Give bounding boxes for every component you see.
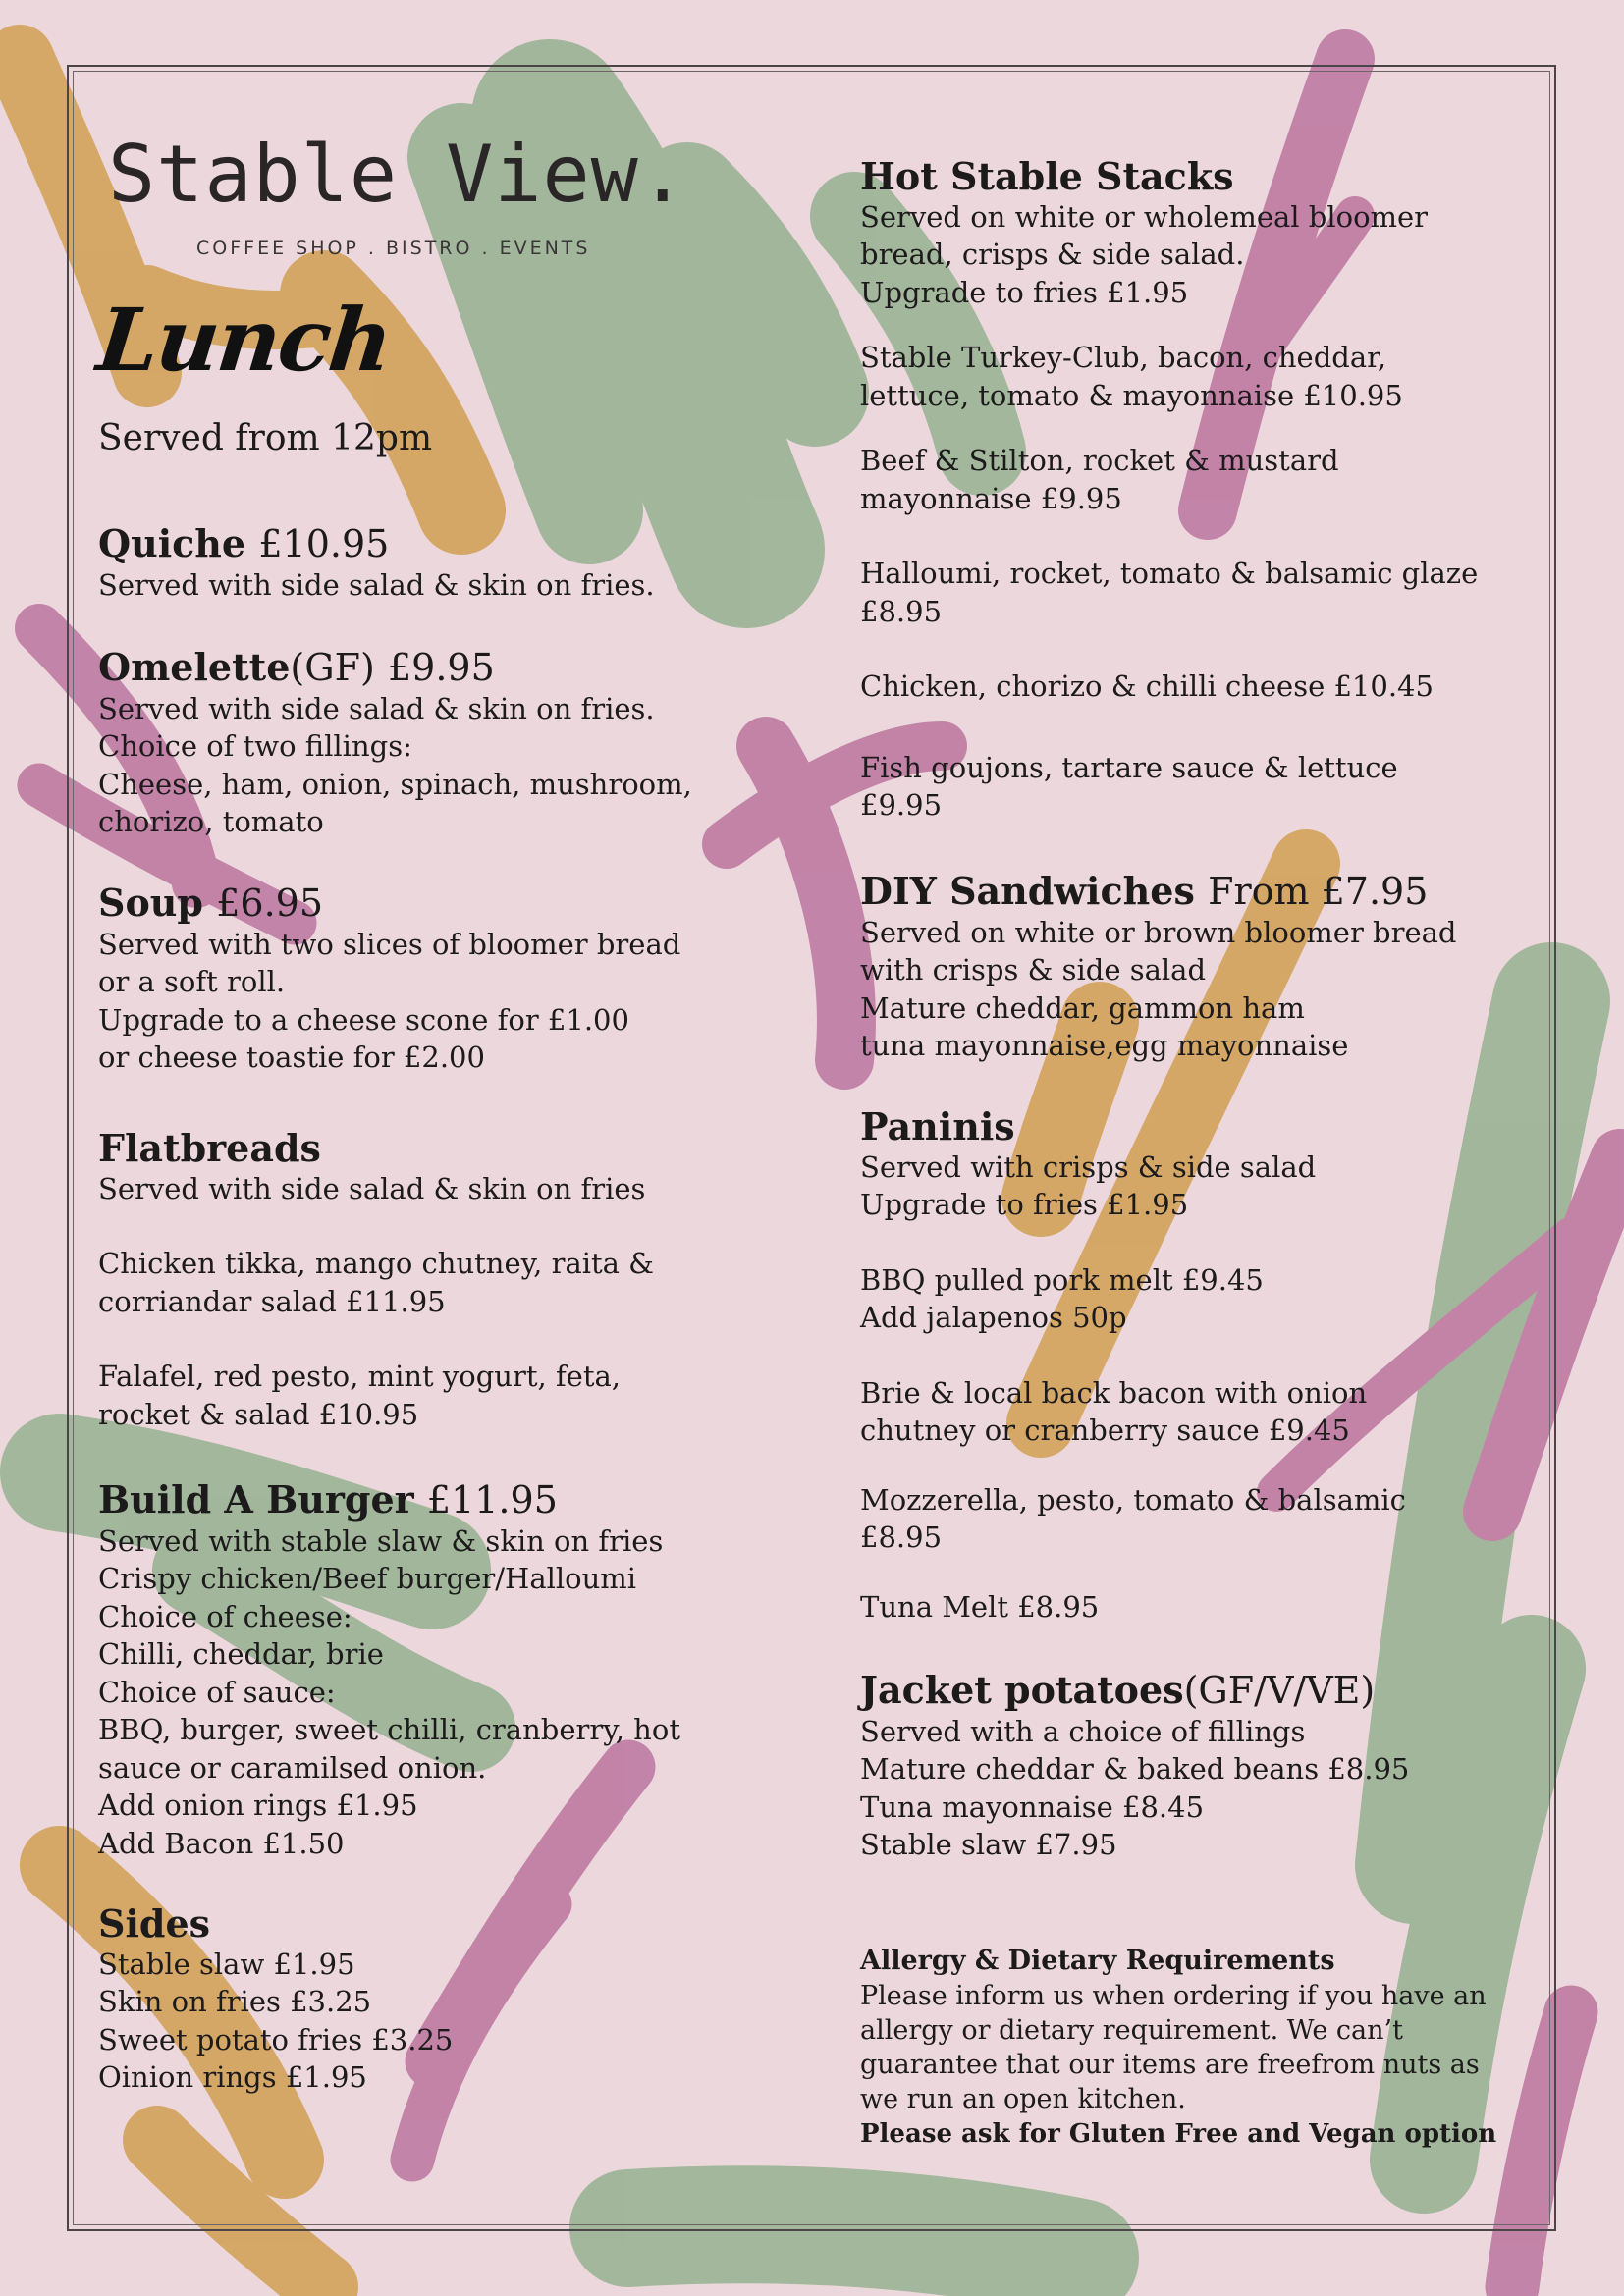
- section-hot-stable-stacks: [860, 155, 1478, 825]
- line: Crispy chicken/Beef burger/Halloumi: [98, 1562, 637, 1596]
- line: Halloumi, rocket, tomato & balsamic glaze: [860, 557, 1479, 591]
- line: Upgrade to fries £1.95: [860, 275, 1189, 309]
- line: tuna mayonnaise,egg mayonnaise: [860, 1029, 1349, 1063]
- line: Choice of two fillings:: [98, 729, 412, 764]
- price: £10.95: [258, 522, 390, 565]
- brand-name: Stable View.: [108, 129, 687, 220]
- section-build-a-burger: [98, 1478, 680, 1862]
- section-allergy-notice: [860, 1944, 1496, 2152]
- section-paninis: [860, 1105, 1406, 1626]
- line: guarantee that our items are freefrom nuts as: [860, 2050, 1480, 2080]
- line: we run an open kitchen.: [860, 2084, 1186, 2114]
- section-diy-sandwiches: [860, 870, 1456, 1065]
- line: £8.95: [860, 1521, 943, 1555]
- line: chutney or cranberry sauce £9.45: [860, 1414, 1350, 1448]
- section-title: Sides: [98, 1901, 211, 1946]
- line: or cheese toastie for £2.00: [98, 1041, 485, 1075]
- line: Falafel, red pesto, mint yogurt, feta,: [98, 1360, 621, 1394]
- line: BBQ, burger, sweet chilli, cranberry, hot: [98, 1713, 680, 1747]
- line: Fish goujons, tartare sauce & lettuce: [860, 750, 1398, 784]
- section-omelette: [98, 646, 692, 841]
- served-from-text: Served from 12pm: [98, 418, 433, 458]
- line: Served with crisps & side salad: [860, 1149, 1317, 1184]
- line: Oinion rings £1.95: [98, 2060, 367, 2095]
- line: Cheese, ham, onion, spinach, mushroom,: [98, 767, 692, 801]
- dietary-tag: (GF): [290, 646, 375, 689]
- line: Stable slaw £1.95: [98, 1947, 355, 1981]
- line: Brie & local back bacon with onion: [860, 1375, 1368, 1410]
- line: Beef & Stilton, rocket & mustard: [860, 444, 1339, 478]
- line: mayonnaise £9.95: [860, 481, 1122, 515]
- line: Tuna mayonnaise £8.45: [860, 1789, 1205, 1824]
- line: chorizo, tomato: [98, 805, 324, 839]
- line: Mature cheddar & baked beans £8.95: [860, 1752, 1410, 1787]
- allergy-title: Allergy & Dietary Requirements: [860, 1946, 1335, 1976]
- section-sides: [98, 1902, 453, 2097]
- section-title: Quiche: [98, 521, 246, 565]
- line: Upgrade to fries £1.95: [860, 1188, 1189, 1222]
- line: Choice of cheese:: [98, 1599, 352, 1633]
- section-title: Build A Burger: [98, 1477, 414, 1522]
- line: Add onion rings £1.95: [98, 1789, 418, 1823]
- line: Sweet potato fries £3.25: [98, 2022, 454, 2056]
- line: Chicken tikka, mango chutney, raita &: [98, 1247, 654, 1281]
- section-title: Omelette: [98, 645, 291, 689]
- line: Served on white or wholemeal bloomer: [860, 199, 1429, 234]
- section-flatbreads: [98, 1127, 654, 1433]
- menu-title: Lunch: [92, 289, 396, 391]
- brand-header: [108, 129, 736, 259]
- price: £9.95: [388, 646, 495, 689]
- brand-tagline: COFFEE SHOP . BISTRO . EVENTS: [196, 238, 591, 259]
- dietary-tag: (GF/V/VE): [1183, 1669, 1376, 1712]
- line: Add jalapenos 50p: [860, 1301, 1127, 1335]
- section-title: Hot Stable Stacks: [860, 154, 1234, 198]
- line: Served with a choice of fillings: [860, 1714, 1306, 1748]
- allergy-footer: Please ask for Gluten Free and Vegan option: [860, 2119, 1497, 2149]
- line: Please inform us when ordering if you have an: [860, 1981, 1487, 2011]
- section-title: Flatbreads: [98, 1126, 321, 1170]
- line: lettuce, tomato & mayonnaise £10.95: [860, 378, 1403, 412]
- line: Mature cheddar, gammon ham: [860, 990, 1305, 1025]
- line: Served with stable slaw & skin on fries: [98, 1523, 664, 1558]
- line: or a soft roll.: [98, 965, 286, 999]
- line: £8.95: [860, 594, 943, 628]
- line: allergy or dietary requirement. We can’t: [860, 2015, 1403, 2046]
- line: sauce or caramilsed onion.: [98, 1750, 487, 1785]
- line: bread, crisps & side salad.: [860, 238, 1245, 272]
- section-soup: [98, 881, 680, 1077]
- line: Upgrade to a cheese scone for £1.00: [98, 1002, 629, 1037]
- price: From £7.95: [1208, 870, 1429, 913]
- line: Add Bacon £1.50: [98, 1826, 345, 1860]
- section-title: DIY Sandwiches: [860, 869, 1195, 913]
- section-jacket-potatoes: [860, 1669, 1409, 1864]
- section-title: Paninis: [860, 1104, 1015, 1148]
- line: Served with side salad & skin on fries.: [98, 567, 655, 602]
- line: £9.95: [860, 788, 943, 823]
- section-title: Soup: [98, 881, 203, 925]
- line: Stable Turkey-Club, bacon, cheddar,: [860, 341, 1387, 375]
- price: £11.95: [426, 1478, 558, 1522]
- line: Served with side salad & skin on fries.: [98, 691, 655, 725]
- line: Chicken, chorizo & chilli cheese £10.45: [860, 669, 1434, 704]
- line: Skin on fries £3.25: [98, 1985, 372, 2019]
- line: Choice of sauce:: [98, 1675, 336, 1709]
- line: Chilli, cheddar, brie: [98, 1637, 384, 1672]
- line: Tuna Melt £8.95: [860, 1589, 1100, 1624]
- line: BBQ pulled pork melt £9.45: [860, 1262, 1264, 1297]
- line: Served with two slices of bloomer bread: [98, 927, 681, 961]
- line: Mozzerella, pesto, tomato & balsamic: [860, 1482, 1406, 1517]
- section-title: Jacket potatoes: [860, 1668, 1184, 1712]
- line: rocket & salad £10.95: [98, 1397, 419, 1431]
- line: Served with side salad & skin on fries: [98, 1171, 646, 1205]
- line: corriandar salad £11.95: [98, 1284, 446, 1318]
- line: Served on white or brown bloomer bread: [860, 915, 1457, 949]
- line: with crisps & side salad: [860, 953, 1207, 988]
- line: Stable slaw £7.95: [860, 1828, 1117, 1862]
- section-quiche: [98, 522, 655, 604]
- price: £6.95: [216, 881, 324, 925]
